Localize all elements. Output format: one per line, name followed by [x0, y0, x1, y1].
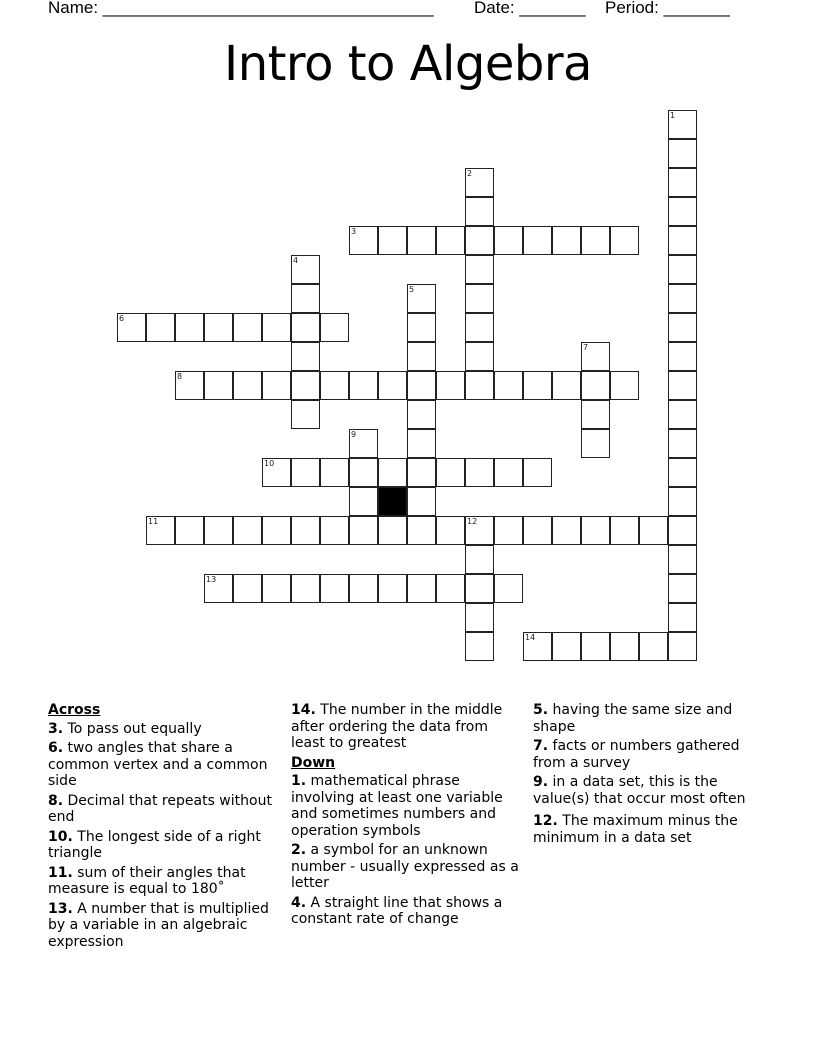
grid-cell[interactable]: [436, 226, 465, 255]
grid-cell[interactable]: [552, 632, 581, 661]
grid-cell[interactable]: [465, 168, 494, 197]
grid-cell[interactable]: [291, 313, 320, 342]
grid-cell[interactable]: [378, 574, 407, 603]
grid-cell[interactable]: [639, 516, 668, 545]
grid-cell[interactable]: [146, 313, 175, 342]
grid-cell[interactable]: [465, 516, 494, 545]
clue-down-7: 7. facts or numbers gathered from a survey: [533, 738, 740, 771]
grid-cell[interactable]: [494, 458, 523, 487]
black-cell: [378, 487, 407, 516]
grid-cell[interactable]: [668, 342, 697, 371]
grid-cell[interactable]: [349, 574, 378, 603]
clue-number: 11: [148, 517, 159, 526]
grid-cell[interactable]: [233, 516, 262, 545]
grid-cell[interactable]: [581, 632, 610, 661]
grid-cell[interactable]: [494, 371, 523, 400]
grid-cell[interactable]: [668, 545, 697, 574]
clue-down-1: 1. mathematical phrase involving at least one variable and sometimes numbers and operation symbols: [291, 773, 503, 839]
clue-number: 4: [293, 256, 299, 265]
clue-number: 1: [670, 111, 676, 120]
grid-cell[interactable]: [204, 516, 233, 545]
grid-cell[interactable]: [581, 516, 610, 545]
grid-cell[interactable]: [552, 226, 581, 255]
grid-cell[interactable]: [175, 516, 204, 545]
grid-cell[interactable]: [407, 284, 436, 313]
grid-cell[interactable]: [320, 574, 349, 603]
grid-cell[interactable]: [262, 574, 291, 603]
grid-cell[interactable]: [262, 313, 291, 342]
across-heading: Across: [48, 702, 101, 718]
clue-down-5: 5. having the same size and shape: [533, 702, 733, 735]
grid-cell[interactable]: [291, 574, 320, 603]
grid-cell[interactable]: [668, 458, 697, 487]
grid-cell[interactable]: [378, 226, 407, 255]
grid-cell[interactable]: [175, 371, 204, 400]
clue-number: 12: [467, 517, 478, 526]
grid-cell[interactable]: [407, 429, 436, 458]
page-title: Intro to Algebra: [224, 36, 592, 92]
clue-number: 8: [177, 372, 183, 381]
grid-cell[interactable]: [668, 313, 697, 342]
grid-cell[interactable]: [407, 574, 436, 603]
clue-column-1: [48, 702, 283, 953]
grid-cell[interactable]: [465, 284, 494, 313]
grid-cell[interactable]: [407, 313, 436, 342]
grid-cell[interactable]: [407, 226, 436, 255]
grid-cell[interactable]: [465, 313, 494, 342]
clue-column-2: [291, 702, 526, 931]
grid-cell[interactable]: [349, 458, 378, 487]
grid-cell[interactable]: [291, 255, 320, 284]
grid-cell[interactable]: [668, 139, 697, 168]
grid-cell[interactable]: [233, 574, 262, 603]
clue-down-2: 2. a symbol for an unknown number - usually expressed as a letter: [291, 842, 519, 891]
grid-cell[interactable]: [668, 429, 697, 458]
name-field[interactable]: Name: ___________________________________: [48, 0, 434, 17]
grid-cell[interactable]: [465, 197, 494, 226]
grid-cell[interactable]: [523, 371, 552, 400]
grid-cell[interactable]: [320, 458, 349, 487]
grid-cell[interactable]: [581, 226, 610, 255]
grid-cell[interactable]: [291, 284, 320, 313]
grid-cell[interactable]: [407, 342, 436, 371]
grid-cell[interactable]: [581, 429, 610, 458]
clue-number: 13: [206, 575, 217, 584]
clue-number: 3: [351, 227, 357, 236]
grid-cell[interactable]: [146, 516, 175, 545]
clue-across-13: 13. A number that is multiplied by a variable in an algebraic expression: [48, 900, 269, 950]
grid-cell[interactable]: [204, 574, 233, 603]
grid-cell[interactable]: [668, 110, 697, 139]
date-field[interactable]: Date: _______: [474, 0, 586, 17]
grid-cell[interactable]: [581, 371, 610, 400]
clue-down-9: 9. in a data set, this is the value(s) that occur most often: [533, 774, 746, 807]
grid-cell[interactable]: [407, 516, 436, 545]
down-heading: Down: [291, 754, 336, 771]
grid-cell[interactable]: [668, 632, 697, 661]
grid-cell[interactable]: [610, 371, 639, 400]
grid-cell[interactable]: [552, 371, 581, 400]
grid-cell[interactable]: [378, 458, 407, 487]
grid-cell[interactable]: [436, 458, 465, 487]
grid-cell[interactable]: [407, 487, 436, 516]
grid-cell[interactable]: [668, 400, 697, 429]
grid-cell[interactable]: [320, 516, 349, 545]
grid-cell[interactable]: [262, 458, 291, 487]
grid-cell[interactable]: [465, 632, 494, 661]
grid-cell[interactable]: [291, 371, 320, 400]
grid-cell[interactable]: [465, 458, 494, 487]
grid-cell[interactable]: [668, 487, 697, 516]
grid-cell[interactable]: [349, 371, 378, 400]
clue-number: 2: [467, 169, 473, 178]
grid-cell[interactable]: [523, 458, 552, 487]
grid-cell[interactable]: [581, 400, 610, 429]
grid-cell[interactable]: [436, 516, 465, 545]
grid-cell[interactable]: [668, 371, 697, 400]
grid-cell[interactable]: [668, 168, 697, 197]
clue-across-6: 6. two angles that share a common vertex and a common side: [48, 740, 268, 789]
clue-across-3: 3. To pass out equally: [48, 720, 202, 737]
grid-cell[interactable]: [668, 574, 697, 603]
grid-cell[interactable]: [465, 371, 494, 400]
grid-cell[interactable]: [407, 400, 436, 429]
clue-across-14: 14. The number in the middle after ordering the data from least to greatest: [291, 702, 503, 751]
grid-cell[interactable]: [320, 313, 349, 342]
grid-cell[interactable]: [117, 313, 146, 342]
grid-cell[interactable]: [436, 574, 465, 603]
clue-across-10: 10. The longest side of a right triangle: [48, 828, 261, 861]
grid-cell[interactable]: [349, 429, 378, 458]
grid-cell[interactable]: [407, 371, 436, 400]
grid-cell[interactable]: [465, 255, 494, 284]
grid-cell[interactable]: [204, 371, 233, 400]
grid-cell[interactable]: [291, 342, 320, 371]
grid-cell[interactable]: [291, 400, 320, 429]
grid-cell[interactable]: [610, 516, 639, 545]
clue-across-11: 11. sum of their angles that measure is equal to 180˚: [48, 864, 246, 897]
grid-cell[interactable]: [581, 342, 610, 371]
clue-number: 7: [583, 343, 589, 352]
grid-cell[interactable]: [610, 226, 639, 255]
clue-down-12: 12. The maximum minus the minimum in a data set: [533, 813, 738, 846]
grid-cell[interactable]: [465, 603, 494, 632]
grid-cell[interactable]: [320, 371, 349, 400]
grid-cell[interactable]: [668, 226, 697, 255]
clue-column-3: [533, 702, 768, 849]
grid-cell[interactable]: [523, 632, 552, 661]
grid-cell[interactable]: [175, 313, 204, 342]
grid-cell[interactable]: [233, 313, 262, 342]
clue-number: 9: [351, 430, 357, 439]
grid-cell[interactable]: [668, 197, 697, 226]
grid-cell[interactable]: [349, 226, 378, 255]
grid-cell[interactable]: [378, 371, 407, 400]
grid-cell[interactable]: [291, 516, 320, 545]
clue-number: 14: [525, 633, 536, 642]
grid-cell[interactable]: [465, 574, 494, 603]
grid-cell[interactable]: [494, 516, 523, 545]
grid-cell[interactable]: [291, 458, 320, 487]
clue-number: 10: [264, 459, 275, 468]
grid-cell[interactable]: [233, 371, 262, 400]
grid-cell[interactable]: [262, 516, 291, 545]
grid-cell[interactable]: [378, 516, 407, 545]
grid-cell[interactable]: [204, 313, 233, 342]
grid-cell[interactable]: [494, 226, 523, 255]
grid-cell[interactable]: [349, 516, 378, 545]
grid-cell[interactable]: [639, 632, 668, 661]
grid-cell[interactable]: [668, 284, 697, 313]
grid-cell[interactable]: [494, 574, 523, 603]
grid-cell[interactable]: [465, 342, 494, 371]
grid-cell[interactable]: [523, 516, 552, 545]
period-field[interactable]: Period: _______: [605, 0, 730, 17]
grid-cell[interactable]: [465, 545, 494, 574]
grid-cell[interactable]: [523, 226, 552, 255]
clue-number: 6: [119, 314, 125, 323]
clue-down-4: 4. A straight line that shows a constant rate of change: [291, 894, 503, 927]
clue-number: 5: [409, 285, 415, 294]
grid-cell[interactable]: [262, 371, 291, 400]
grid-cell[interactable]: [610, 632, 639, 661]
clue-across-8: 8. Decimal that repeats without end: [48, 792, 272, 825]
grid-cell[interactable]: [436, 371, 465, 400]
grid-cell[interactable]: [668, 603, 697, 632]
grid-cell[interactable]: [668, 255, 697, 284]
grid-cell[interactable]: [407, 458, 436, 487]
grid-cell[interactable]: [349, 487, 378, 516]
grid-cell[interactable]: [465, 226, 494, 255]
grid-cell[interactable]: [668, 516, 697, 545]
grid-cell[interactable]: [552, 516, 581, 545]
